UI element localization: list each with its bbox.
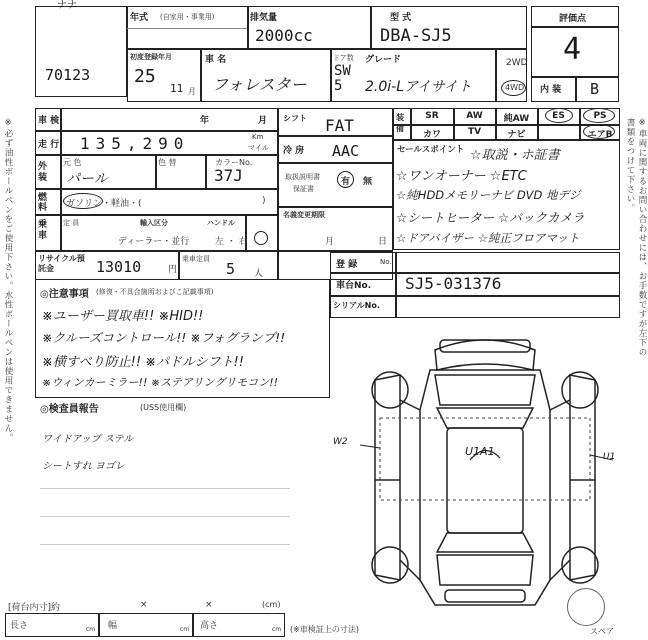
length-cm: cm: [86, 626, 96, 633]
note-line-3: ※横すべり防止!! ※パドルシフト!!: [42, 355, 244, 370]
width-label: 幅: [108, 621, 118, 631]
owner-day: 日: [378, 237, 388, 247]
chassis-label: 車台No.: [336, 281, 372, 291]
month-label: 月: [188, 87, 196, 96]
color-no-label: カラーNo.: [215, 158, 253, 167]
height-cm: cm: [272, 626, 282, 633]
sales-point-line-4: ☆シートヒーター ☆バックカメラ: [396, 210, 585, 225]
serial-label: シリアルNo.: [333, 301, 380, 310]
orig-color-label: 元 色: [63, 158, 82, 167]
sales-point-line-5: ☆ドアバイザー ☆純正フロアマット: [396, 231, 580, 245]
side-note-left: ※必ず油性ボールペンをご使用下さい。水性ボールペンは使用できません。: [3, 118, 13, 443]
interior-label: 内 装: [540, 85, 562, 95]
cargo-x2: ×: [205, 600, 213, 610]
shaken-month: 月: [258, 116, 268, 126]
note-line-1: ※ユーザー買取車!! ※HID!!: [42, 309, 204, 324]
capacity-sub: 定 員: [63, 219, 80, 227]
car-name-label: 車 名: [205, 55, 227, 65]
equip-aw: AW: [466, 111, 483, 121]
color-label: 色 替: [158, 158, 177, 167]
car-diagram: [345, 330, 625, 620]
handle-value: 左 ・ 右: [215, 237, 248, 247]
footer-note: (※車検証上の寸法): [290, 625, 359, 634]
drive-2wd: 2WD: [506, 58, 528, 68]
fuel-label: 燃 料: [38, 193, 48, 213]
score-value: 4: [563, 32, 582, 67]
import-value: ディーラー・並行: [118, 237, 190, 247]
handle-circle: [254, 231, 268, 245]
capacity-label: 乗 車: [38, 220, 48, 241]
chassis-value: SJ5-031376: [405, 274, 502, 293]
lot-scribble: ナナ: [57, 0, 77, 11]
equip-jaw: 純AW: [503, 114, 530, 124]
ac-label: 冷 房: [283, 146, 305, 156]
sales-point-line-1: ☆取説・ホ証書: [470, 148, 560, 163]
doors-value: SW 5: [334, 63, 351, 94]
grade-value: 2.0i-Lアイサイト: [365, 79, 472, 95]
interior-value: B: [590, 80, 600, 98]
import-label: 輸入区分: [140, 219, 168, 227]
cargo-label: [荷台内寸]約: [8, 603, 61, 613]
drive-4wd: 4WD: [505, 83, 525, 92]
owner-month: 月: [325, 237, 335, 247]
doors-label: ドア数: [333, 54, 354, 62]
sales-point-line-3: ☆純HDDメモリーナビ DVD 地デジ: [396, 188, 581, 202]
height-label: 高さ: [200, 621, 219, 631]
seats-unit: 人: [254, 269, 264, 279]
spare-label: スペア: [590, 627, 614, 636]
lot-number: 70123: [45, 66, 91, 84]
displacement-label: 排気量: [250, 13, 278, 23]
note-line-4: ※ウィンカーミラー!! ※ステアリングリモコン!!: [42, 376, 279, 389]
spare-circle: [567, 588, 605, 626]
displacement-value: 2000cc: [255, 26, 313, 45]
cargo-x1: ×: [140, 600, 148, 610]
inspector-title-sub: (USS使用欄): [140, 403, 187, 412]
color-no-value: 37J: [214, 166, 243, 185]
orig-color-value: パール: [66, 171, 108, 187]
shaken-label: 車 検: [38, 116, 60, 126]
equip-es: ES: [552, 111, 565, 121]
equipment-label: 装備: [396, 113, 404, 133]
equip-ps-circle: [583, 108, 615, 123]
equip-airbag-circle: [583, 124, 615, 139]
warranty-label: 保証書: [293, 185, 314, 193]
equip-navi: ナビ: [507, 130, 526, 140]
model-value: DBA-SJ5: [380, 26, 452, 46]
model-label: 型 式: [390, 13, 412, 23]
owner-label: 名義変更期限: [283, 211, 325, 219]
inspector-line-1: ワイドアップ ステル: [42, 434, 134, 445]
shaken-year: 年: [200, 116, 210, 126]
year-sub: (自家用・事業用): [160, 13, 215, 21]
seats-value: 5: [226, 260, 236, 278]
plate-label: 登 録: [336, 260, 358, 270]
equip-tv: TV: [467, 127, 482, 137]
seats-label: 乗車定員: [182, 255, 210, 263]
notes-title-sub: (修復・不具合箇所およびこ記載事項): [96, 288, 214, 296]
manual-yes: 有: [341, 177, 351, 187]
recycle-value: 13010: [96, 258, 142, 276]
inspector-line-2: シートすれ ヨゴレ: [42, 461, 125, 472]
recycle-unit: 円: [168, 265, 178, 275]
width-cm: cm: [180, 626, 190, 633]
length-label: 長さ: [10, 621, 29, 631]
mileage-unit: Km: [252, 133, 264, 141]
equip-airbag: エアB: [587, 130, 613, 140]
year-label: 年式: [130, 13, 149, 23]
plate-no: No.: [380, 258, 392, 266]
roof-mark: U1A1: [465, 445, 495, 458]
left-mark: W2: [333, 437, 348, 447]
car-name-value: フォレスター: [212, 75, 307, 94]
fuel-close: ): [262, 196, 266, 206]
cargo-cm: (cm): [262, 600, 281, 609]
notes-title: ◎注意事項: [40, 289, 89, 300]
mileage-label: 走 行: [38, 140, 60, 150]
mileage-unit2: マイル: [248, 144, 269, 152]
recycle-label: リサイクル預託金: [38, 254, 85, 273]
score-label: 評価点: [559, 14, 587, 24]
side-note-right: ※車両に関するお問い合わせには、お手数ですが左下の書類をつけて下さい。: [625, 118, 647, 357]
handle-label: ハンドル: [207, 219, 235, 227]
ac-value: AAC: [332, 142, 360, 160]
equip-es-circle: [545, 108, 573, 123]
sales-points-label: セールスポイント: [397, 145, 465, 155]
note-line-2: ※クルーズコントロール!! ※フォグランプ!!: [42, 330, 286, 345]
manual-label: 取扱説明書: [285, 173, 320, 181]
month-value: 11: [170, 82, 184, 95]
shift-label: シフト: [283, 114, 307, 123]
sales-point-line-2: ☆ワンオーナー ☆ETC: [396, 169, 527, 184]
equip-ps: PS: [593, 111, 607, 121]
fuel-value: ガソリン・軽油・(: [66, 199, 142, 209]
year-value: 25: [134, 66, 156, 87]
reg-label: 初度登録年月: [130, 53, 172, 61]
shift-value: FAT: [325, 116, 354, 135]
exterior-label: 外 装: [38, 162, 48, 183]
inspector-title: ◎検査員報告: [40, 404, 99, 415]
right-mark: U1: [603, 452, 616, 462]
mileage-value: 135,290: [80, 134, 190, 153]
equip-sr: SR: [425, 111, 439, 121]
equip-kawa: カワ: [422, 130, 441, 140]
manual-no: 無: [363, 177, 373, 187]
footer-dims: [5, 613, 285, 637]
grade-label: グレード: [365, 55, 402, 65]
